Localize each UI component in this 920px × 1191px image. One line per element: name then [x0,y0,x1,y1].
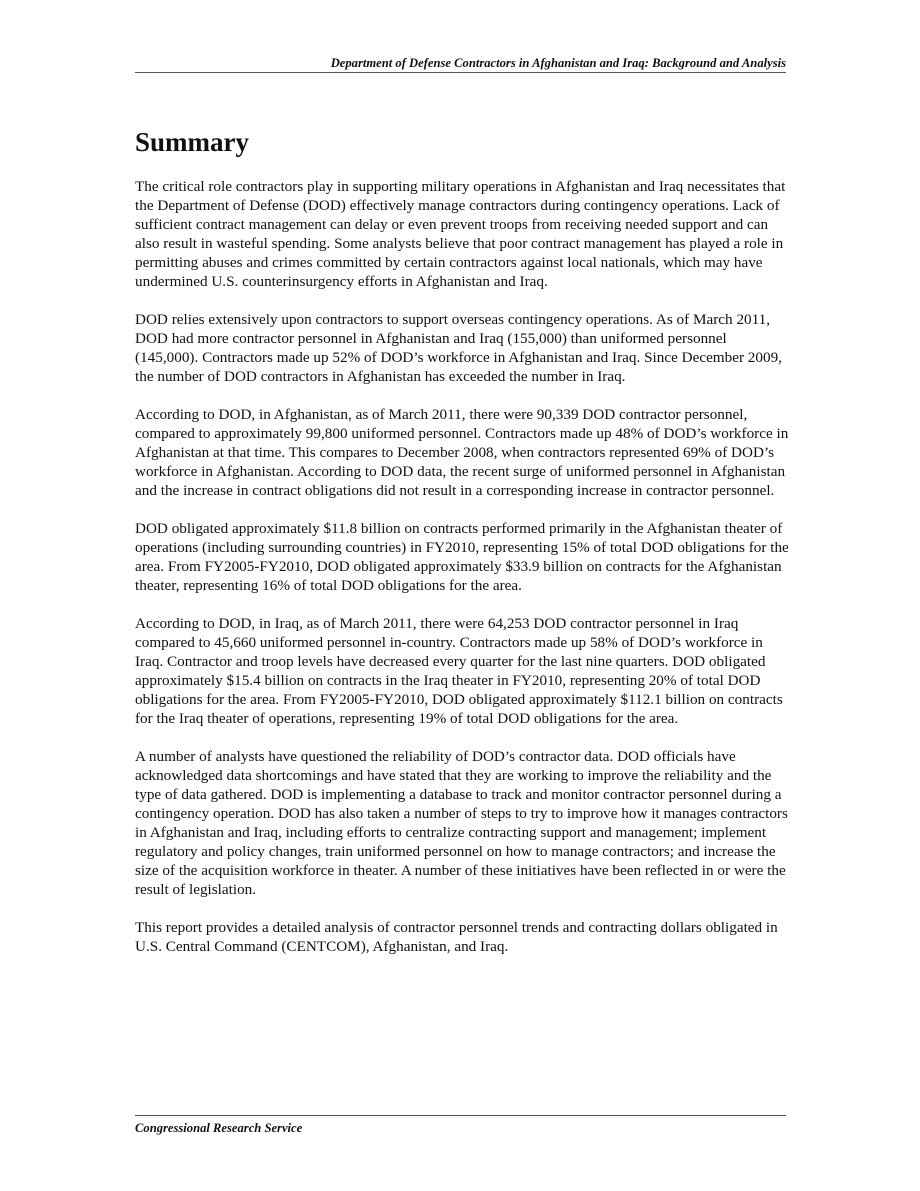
paragraph-afghanistan-personnel: According to DOD, in Afghanistan, as of March 2011, there were 90,339 DOD contractor personnel, compared to approximately 99,800 uniformed personnel. Contractors made up 48% of DOD’s workforce in Afghanistan at that time. This compares to December 2008, when contractors represented 69% of DOD’s workforce in Afghanistan. According to DOD data, the recent surge of uniformed personnel in Afghanistan and the increase in contract obligations did not result in a corresponding increase in contractor personnel. [135,406,789,499]
footer-divider [135,1115,786,1116]
section-title: Summary [135,127,249,157]
paragraph-contractor-role: The critical role contractors play in supporting military operations in Afghanistan and Iraq necessitates that the Department of Defense (DOD) effectively manage contractors during contingency operations. Lack of sufficient contract management can delay or even prevent troops from receiving needed support and can also result in wasteful spending. Some analysts believe that poor contract management has played a role in permitting abuses and crimes committed by certain contractors against local nationals, which may have undermined U.S. counterinsurgency efforts in Afghanistan and Iraq. [135,178,786,290]
running-header: Department of Defense Contractors in Afghanistan and Iraq: Background and Analysis [330,56,786,70]
paragraph-iraq: According to DOD, in Iraq, as of March 2011, there were 64,253 DOD contractor personnel in Iraq compared to 45,660 uniformed personnel in-country. Contractors made up 58% of DOD’s workforce in Iraq. Contractor and troop levels have decreased every quarter for the last nine quarters. DOD obligated approximately $15.4 billion on contracts in the Iraq theater in FY2010, representing 20% of total DOD obligations for the area. From FY2005-FY2010, DOD obligated approximately $112.1 billion on contracts for the Iraq theater of operations, representing 19% of total DOD obligations for the area. [135,615,783,727]
paragraph-data-reliability: A number of analysts have questioned the reliability of DOD’s contractor data. DOD officials have acknowledged data shortcomings and have stated that they are working to improve the reliability and the type of data gathered. DOD is implementing a database to track and monitor contractor personnel during a contingency operation. DOD has also taken a number of steps to try to improve how it manages contractors in Afghanistan and Iraq, including efforts to centralize contracting support and management; implement regulatory and policy changes, train uniformed personnel on how to manage contractors; and increase the size of the acquisition workforce in theater. A number of these initiatives have been reflected in or were the result of legislation. [135,748,788,898]
header-divider [135,72,786,73]
summary-body [135,177,790,975]
paragraph-dod-reliance: DOD relies extensively upon contractors to support overseas contingency operations. As of March 2011, DOD had more contractor personnel in Afghanistan and Iraq (155,000) than uniformed personnel (145,000). Contractors made up 52% of DOD’s workforce in Afghanistan and Iraq. Since December 2009, the number of DOD contractors in Afghanistan has exceeded the number in Iraq. [135,311,782,385]
running-footer: Congressional Research Service [135,1121,303,1135]
paragraph-afghanistan-obligations: DOD obligated approximately $11.8 billion on contracts performed primarily in the Afghanistan theater of operations (including surrounding countries) in FY2010, representing 15% of total DOD obligations for the area. From FY2005-FY2010, DOD obligated approximately $33.9 billion on contracts for the Afghanistan theater, representing 16% of total DOD obligations for the area. [135,520,789,594]
paragraph-report-scope: This report provides a detailed analysis of contractor personnel trends and contracting dollars obligated in U.S. Central Command (CENTCOM), Afghanistan, and Iraq. [135,919,778,955]
